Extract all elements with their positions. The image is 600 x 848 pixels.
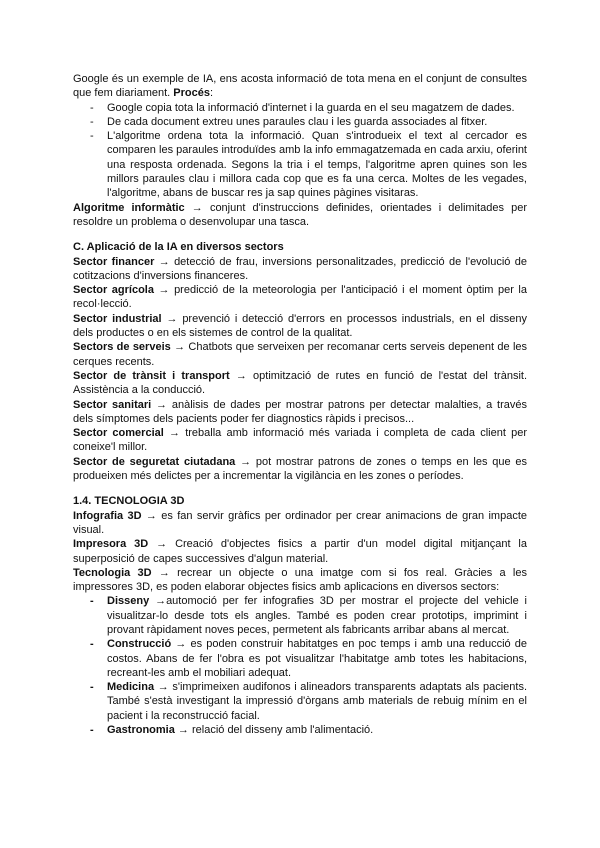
list-item: - De cada document extreu unes paraules clau i les guarda associades al fitxer. xyxy=(73,115,527,129)
sector-entry: Sector de seguretat ciutadana → pot mostrar patrons de zones o temps en les que es produeixen més delictes per a incrementar la vigilància en les zones o períodes. xyxy=(73,455,527,483)
definition: conjunt d'instruccions definides, orientades i delimitades per resoldre un problema o desenvolupar una tasca. xyxy=(73,201,527,228)
sector-entry: Sector industrial → prevenció i detecció d'errors en processos industrials, en el disseny dels productes o en els sistemes de control de la qualitat. xyxy=(73,312,528,340)
sector-entry: Sector financer → detecció de frau, inversions personalitzades, predicció de l'evolució de cotitzacions d'inversions financeres. xyxy=(73,255,527,282)
arrow: → xyxy=(191,201,203,214)
proces-label: Procés xyxy=(173,87,210,100)
proces-list xyxy=(73,101,527,201)
section-3d-heading: 1.4. TECNOLOGIA 3D xyxy=(73,495,185,508)
list-item: - L'algoritme ordena tota la informació. Quan s'introdueix el text al cercador es comparen les paraules introduïdes amb la info emmagatzemada en cada arxiu, oferint una resposta ordenada. Segons la tria i el temps, l'algoritme apren quines son les millors paraules clau i millora cada cop que es fa una cerca. Moltes de les vegades, l'algoritme, abans de buscar res ja sap quines pàgines visitaras. xyxy=(73,129,527,200)
list-item: - Gastronomia → relació del disseny amb l'alimentació. xyxy=(73,723,527,737)
applications-list xyxy=(73,594,527,737)
sector-entry: Sector sanitari → anàlisis de dades per mostrar patrons per detectar malalties, a través dels símptomes dels pacients poder fer diagnostics ràpids i precisos... xyxy=(73,398,527,425)
tech-definition: Infografia 3D → es fan servir gràfics per ordinador per crear animacions de gran impacte visual. xyxy=(73,509,528,536)
tech-definition: Impresora 3D → Creació d'objectes fisics a partir d'un model digital mitjançant la superposició de capes successives d'algun material. xyxy=(73,538,527,565)
intro-paragraph xyxy=(73,72,527,101)
sector-entry: Sector de trànsit i transport → optimització de rutes en funció de l'estat del trànsit. Assistència a la conducció. xyxy=(73,369,528,397)
list-item: - Medicina → s'imprimeixen audifonos i alineadors transparents adaptats als pacients. També s'està investigant la impressió d'òrgans amb materials de rebuig mínim en el pacient i la reconstrucció facial. xyxy=(73,680,527,723)
sector-entry: Sector comercial → treballa amb informació més variada i completa de cada client per coneixe'l millor. xyxy=(73,427,527,454)
intro-text: Google és un exemple de IA, ens acosta informació de tota mena en el conjunt de consultes que fem diariament. xyxy=(73,73,527,100)
list-item: - Google copia tota la informació d'internet i la guarda en el seu magatzem de dades. xyxy=(73,101,527,115)
document-page xyxy=(73,72,527,737)
proces-colon: : xyxy=(209,87,214,100)
tech-definition: Tecnologia 3D → recrear un objecte o una imatge com si fos real. Gràcies a les impressores 3D, es poden elaborar objectes fisics amb aplicacions en diversos sectors: xyxy=(73,566,527,594)
list-item: - Disseny →automoció per fer infografies 3D per mostrar el projecte del vehicle i visualitzar-lo desde tots els angles. També es poden crear prototips, imprimint i provant ràpidament noves peces, permetent als fabricants arribar abans al mercat. xyxy=(73,594,527,637)
algoritme-definition xyxy=(73,201,527,230)
sector-entry: Sectors de serveis → Chatbots que serveixen per recomanar certs serveis depenent de les cerques recents. xyxy=(73,341,528,368)
section-c-heading: C. Aplicació de la IA en diversos sectors xyxy=(73,241,284,254)
list-item: - Construcció → es poden construir habitatges en poc temps i amb una reducció de costos. Abans de fer l'obra es pot visualitzar l'habitatge amb totes les habitacions, recreant-les amb el mobiliari adequat. xyxy=(73,637,527,680)
term: Algoritme informàtic xyxy=(73,201,185,214)
sector-entry: Sector agrícola → predicció de la meteorologia per l'anticipació i el moment òptim per la recol·lecció. xyxy=(73,284,527,311)
